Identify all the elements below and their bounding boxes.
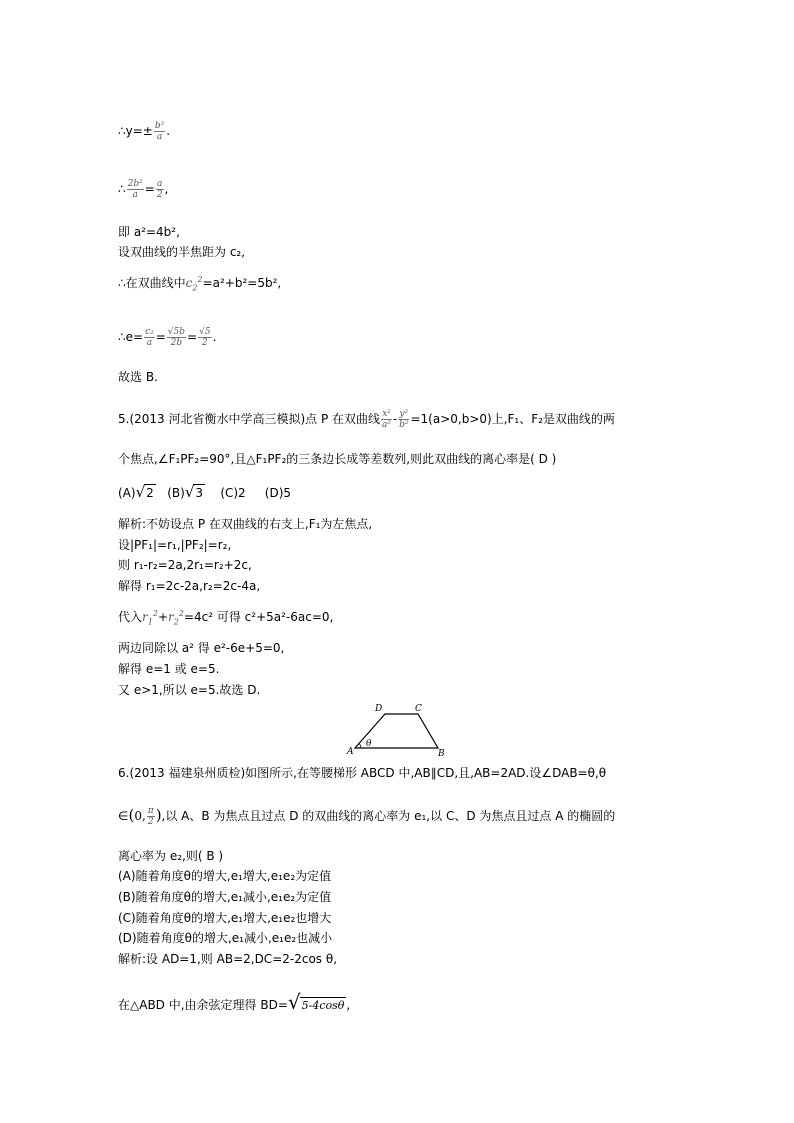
fraction: $\frac{\text{2b²}}{a}$	[127, 179, 143, 200]
fraction: $\frac{√5b}{2b}$	[167, 327, 186, 348]
angle-arc	[359, 744, 361, 749]
solution-6-line-1: 解析:设 AD=1,则 AB=2,DC=2-2cos θ,	[118, 952, 338, 966]
line-2b2-over-a: ∴ $\frac{\text{2b²}}{a}$ = $\frac{a}{2}$ ,	[118, 179, 169, 200]
left-paren-symbol: (	[128, 806, 135, 824]
line-c2-squared: ∴在双曲线中$c_2^2=a^2+b^2=5b^2$,	[118, 275, 282, 293]
question-5-line-2: 个焦点,∠F₁PF₂=90°,且△F₁PF₂的三条边长成等差数列,则此双曲线的离心率是( D )	[118, 452, 557, 466]
c2-squared: $c_2^2$	[185, 275, 203, 293]
fraction: $\frac{\pi}{2}$	[147, 806, 154, 827]
question-6-option-c: (C)随着角度θ的增大,e₁增大,e₁e₂也增大	[118, 911, 332, 925]
label-a: A	[347, 747, 354, 757]
sqrt-symbol: √	[135, 483, 146, 501]
line-a2-4b2: 即 a²=4b²,	[118, 225, 180, 239]
line-eccentricity: ∴e= $\frac{\text{c₂}}{a}$ = $\frac{√5b}{2b}$ = $\frac{√5}{2}$ .	[118, 327, 217, 348]
line-half-focal: 设双曲线的半焦距为 c₂,	[118, 245, 246, 259]
solution-5-line-2: 设|PF₁|=r₁,|PF₂|=r₂,	[118, 538, 232, 552]
sqrt-symbol: √	[287, 990, 301, 1014]
solution-5-line-4: 解得 r₁=2c-2a,r₂=2c-4a,	[118, 579, 261, 593]
question-5-options: (A)√2 (B)√3 (C)2 (D)5	[118, 483, 292, 501]
sqrt-symbol: √	[184, 483, 195, 501]
line-choose-b: 故选 B.	[118, 370, 158, 384]
question-6-line-1: 6.(2013 福建泉州质检)如图所示,在等腰梯形 ABCD 中,AB∥CD,且,AB=2AD.设∠DAB=θ,θ	[118, 766, 607, 780]
r2-squared: $r_2^2$	[168, 609, 184, 627]
question-5-line-1: 5.(2013 河北省衡水中学高三模拟)点 P 在双曲线 $\frac{\text{x²}}{\text{a²}}$ - $\frac{\text{y²}}{\text{b²}}$ =1(a>0,b>0)上,F₁、F₂是双曲线的两	[118, 409, 615, 430]
line-y-equals: ∴y=± $\frac{\text{b²}}{a}$ .	[118, 121, 171, 142]
solution-5-line-7: 解得 e=1 或 e=5.	[118, 662, 220, 676]
question-6-option-b: (B)随着角度θ的增大,e₁减小,e₁e₂为定值	[118, 890, 332, 904]
fraction: $\frac{a}{2}$	[156, 179, 163, 200]
fraction: $\frac{\text{b²}}{a}$	[154, 121, 165, 142]
r1-squared: $r_1^2$	[142, 609, 158, 627]
question-6-line-2: ∈(0, $\frac{\pi}{2}$ ),以 A、B 为焦点且过点 D 的双曲线的离心率为 e₁,以 C、D 为焦点且过点 A 的椭圆的	[118, 806, 616, 827]
solution-6-line-2: 在△ABD 中,由余弦定理得 BD=√5-4cosθ ,	[118, 990, 351, 1014]
question-6-line-3: 离心率为 e₂,则( B )	[118, 849, 224, 863]
label-theta: θ	[366, 739, 372, 749]
fraction: $\frac{√5}{2}$	[199, 327, 211, 348]
label-b: B	[438, 749, 445, 759]
question-6-option-d: (D)随着角度θ的增大,e₁减小,e₁e₂也减小	[118, 931, 333, 945]
solution-5-line-1: 解析:不妨设点 P 在双曲线的右支上,F₁为左焦点,	[118, 517, 373, 531]
label-c: C	[415, 704, 422, 714]
fraction: $\frac{\text{c₂}}{a}$	[145, 327, 154, 348]
solution-5-line-6: 两边同除以 a² 得 e²-6e+5=0,	[118, 641, 285, 655]
fraction: $\frac{\text{y²}}{\text{b²}}$	[399, 409, 409, 430]
trapezoid-figure	[346, 700, 456, 760]
solution-5-line-8: 又 e>1,所以 e=5.故选 D.	[118, 683, 261, 697]
label-d: D	[375, 704, 383, 714]
solution-5-line-3: 则 r₁-r₂=2a,2r₁=r₂+2c,	[118, 558, 252, 572]
solution-5-line-5: 代入$r_1^2+r_2^2=4c^2$ 可得 c²+5a²-6ac=0,	[118, 609, 334, 627]
fraction: $\frac{\text{x²}}{\text{a²}}$	[382, 409, 392, 430]
right-paren-symbol: )	[155, 806, 162, 824]
question-6-option-a: (A)随着角度θ的增大,e₁增大,e₁e₂为定值	[118, 869, 332, 883]
